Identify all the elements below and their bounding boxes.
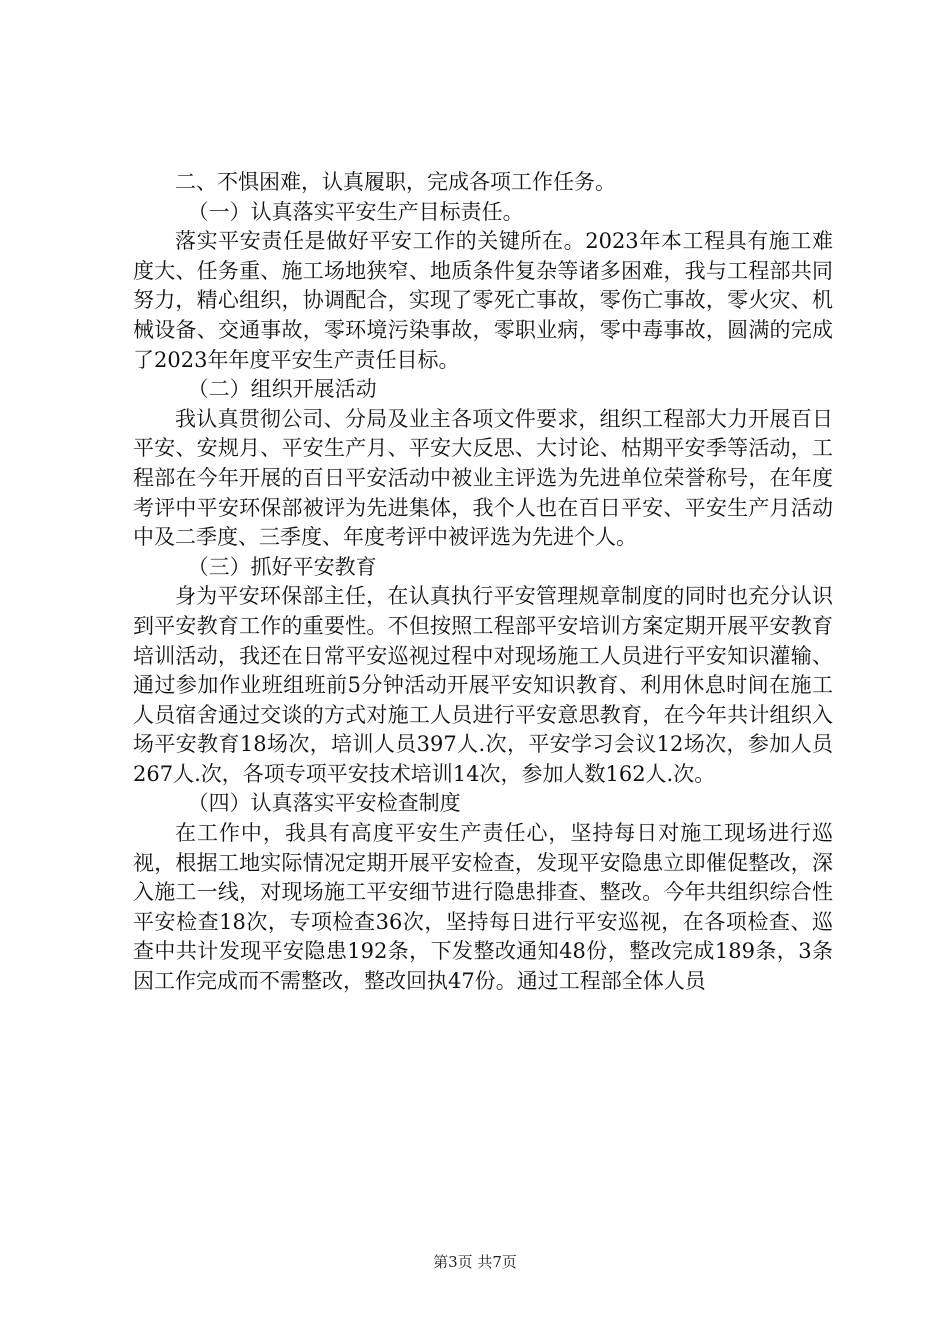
subsection-heading: （一）认真落实平安生产目标责任。 — [187, 199, 524, 224]
section-heading: 二、不惧困难，认真履职，完成各项工作任务。 — [175, 170, 616, 194]
body-paragraph: 落实平安责任是做好平安工作的关键所在。2023年本工程具有施工难度大、任务重、施工场地狭窄、地质条件复杂等诸多困难，我与工程部共同努力，精心组织，协调配合，实现了零死亡事故，零伤亡事故，零火灾、机械设备、交通事故，零环境污染事故，零职业病，零中毒事故，圆满的完成了2023年年度平安生产责任目标。 — [133, 229, 833, 372]
body-paragraph: 身为平安环保部主任，在认真执行平安管理规章制度的同时也充分认识到平安教育工作的重要性。不但按照工程部平安培训方案定期开展平安教育培训活动，我还在日常平安巡视过程中对现场施工人员进行平安知识灌输、通过参加作业班组班前5分钟活动开展平安知识教育、利用休息时间在施工人员宿舍通过交谈的方式对施工人员进行平安意思教育，在今年共计组织入场平安教育18场次，培训人员397人.次，平安学习会议12场次，参加人员267人.次，各项专项平安技术培训14次，参加人数162人.次。 — [133, 584, 833, 786]
document-body — [133, 168, 833, 997]
page-number-footer: 第3页 共7页 — [433, 1253, 517, 1271]
body-paragraph: 在工作中，我具有高度平安生产责任心，坚持每日对施工现场进行巡视，根据工地实际情况定期开展平安检查，发现平安隐患立即催促整改，深入施工一线，对现场施工平安细节进行隐患排查、整改。今年共组织综合性平安检查18次，专项检查36次，坚持每日进行平安巡视，在各项检查、巡查中共计发现平安隐患192条，下发整改通知48份，整改完成189条，3条因工作完成而不需整改，整改回执47份。通过工程部全体人员 — [133, 821, 833, 994]
body-paragraph: 我认真贯彻公司、分局及业主各项文件要求，组织工程部大力开展百日平安、安规月、平安生产月、平安大反思、大讨论、枯期平安季等活动，工程部在今年开展的百日平安活动中被业主评选为先进单位荣誉称号，在年度考评中平安环保部被评为先进集体，我个人也在百日平安、平安生产月活动中及二季度、三季度、年度考评中被评选为先进个人。 — [133, 406, 833, 550]
subsection-heading: （三）抓好平安教育 — [187, 554, 377, 579]
subsection-heading: （四）认真落实平安检查制度 — [187, 791, 461, 816]
subsection-heading: （二）组织开展活动 — [187, 377, 377, 402]
